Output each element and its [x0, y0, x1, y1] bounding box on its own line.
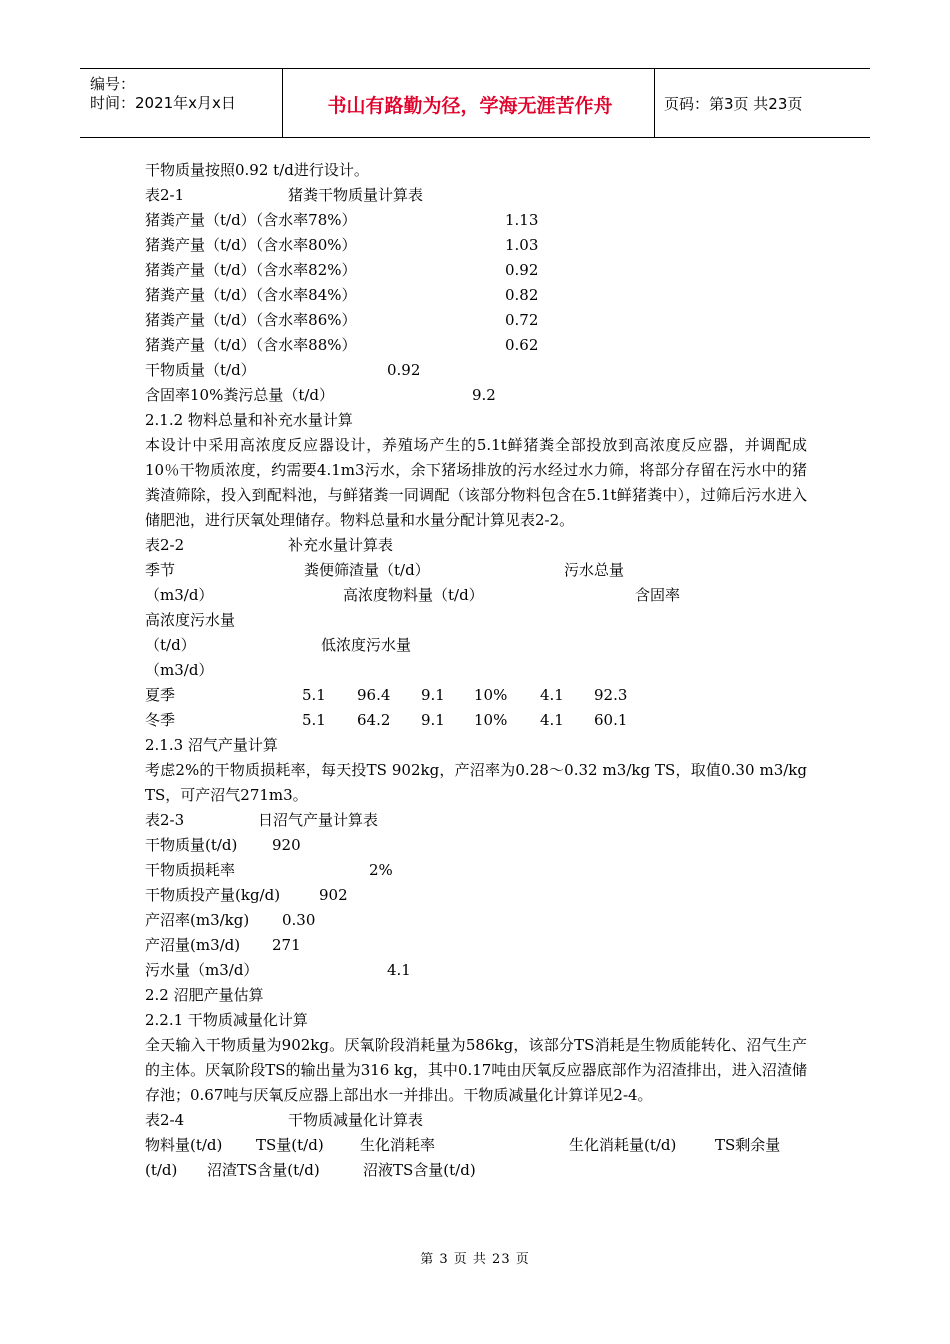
table-header	[145, 658, 807, 683]
heading-text: 2.1.2 物料总量和补充水量计算	[145, 411, 353, 429]
table-cell: 92.3	[594, 686, 628, 704]
column-header: 高浓度污水量	[145, 611, 236, 629]
heading-text: 2.2 沼肥产量估算	[145, 986, 264, 1004]
header-motto: 书山有路勤为径，学海无涯苦作舟	[327, 95, 613, 117]
row-value: 9.2	[472, 386, 496, 404]
row-label: 产沼量(m3/d)	[145, 936, 241, 954]
row-label: 产沼率(m3/kg)	[145, 911, 250, 929]
table-row	[145, 383, 807, 408]
column-header: 物料量(t/d)	[145, 1136, 223, 1154]
table-row	[145, 333, 807, 358]
column-header: TS量(t/d)	[256, 1136, 324, 1154]
row-label: 猪粪产量（t/d）（含水率80%）	[145, 236, 357, 254]
row-value: 0.72	[505, 311, 539, 329]
table-cell: 4.1	[540, 686, 564, 704]
section-heading	[145, 983, 807, 1008]
table-cell: 64.2	[357, 711, 391, 729]
table-row	[145, 933, 807, 958]
table-header	[145, 583, 807, 608]
row-label: 猪粪产量（t/d）（含水率78%）	[145, 211, 357, 229]
section-heading	[145, 1008, 807, 1033]
section-heading	[145, 408, 807, 433]
column-header: 沼液TS含量(t/d)	[363, 1161, 476, 1179]
row-value: 0.92	[387, 361, 421, 379]
column-header: （t/d）	[145, 636, 196, 654]
column-header: (t/d)	[145, 1161, 178, 1179]
column-header: 生化消耗率	[360, 1136, 436, 1154]
table-row	[145, 283, 807, 308]
table-row	[145, 208, 807, 233]
table-row	[145, 258, 807, 283]
table-title: 补充水量计算表	[288, 536, 394, 554]
row-label: 干物质损耗率	[145, 861, 236, 879]
column-header: （m3/d）	[145, 661, 214, 679]
page-header	[80, 68, 870, 138]
table-caption	[145, 1108, 807, 1133]
column-header: 季节	[145, 561, 176, 579]
row-label: 猪粪产量（t/d）（含水率86%）	[145, 311, 357, 329]
page-footer: 第 3 页 共 23 页	[420, 1252, 530, 1267]
table-header	[145, 1158, 807, 1183]
column-header: 污水总量	[564, 561, 625, 579]
table-row	[145, 683, 807, 708]
table-row	[145, 358, 807, 383]
table-number: 表2-3	[145, 811, 185, 829]
column-header: 含固率	[635, 586, 681, 604]
header-divider	[654, 69, 655, 137]
table-cell: 10%	[474, 711, 508, 729]
table-row	[145, 958, 807, 983]
table-caption	[145, 183, 807, 208]
row-label: 猪粪产量（t/d）（含水率84%）	[145, 286, 357, 304]
row-value: 0.92	[505, 261, 539, 279]
row-value: 0.82	[505, 286, 539, 304]
header-divider	[282, 69, 283, 137]
row-value: 0.62	[505, 336, 539, 354]
table-header	[145, 558, 807, 583]
time-label: 时间：2021年x月x日	[90, 94, 236, 112]
table-title: 干物质减量化计算表	[288, 1111, 424, 1129]
table-cell: 96.4	[357, 686, 391, 704]
table-header	[145, 608, 807, 633]
document-body	[145, 158, 807, 1183]
row-label: 干物质投产量(kg/d)	[145, 886, 281, 904]
section-heading	[145, 733, 807, 758]
table-row	[145, 708, 807, 733]
heading-text: 2.2.1 干物质减量化计算	[145, 1011, 308, 1029]
table-header	[145, 1133, 807, 1158]
table-row	[145, 883, 807, 908]
row-label: 猪粪产量（t/d）（含水率88%）	[145, 336, 357, 354]
row-value: 4.1	[387, 961, 411, 979]
row-value: 271	[272, 936, 301, 954]
table-cell: 5.1	[302, 711, 326, 729]
paragraph: 考虑2%的干物质损耗率，每天投TS 902kg，产沼率为0.28～0.32 m3/kg TS，取值0.30 m3/kg TS，可产沼气271m3。	[145, 761, 807, 804]
row-value: 920	[272, 836, 301, 854]
table-title: 日沼气产量计算表	[258, 811, 379, 829]
row-value: 0.30	[282, 911, 316, 929]
paragraph: 全天输入干物质量为902kg。厌氧阶段消耗量为586kg，该部分TS消耗是生物质能转化、沼气生产的主体。厌氧阶段TS的输出量为316 kg，其中0.17吨由厌氧反应器底部作为沼渣排出，进入沼渣储存池；0.67吨与厌氧反应器上部出水一并排出。干物质减量化计算详见2-4。	[145, 1036, 807, 1104]
table-number: 表2-4	[145, 1111, 185, 1129]
table-header	[145, 633, 807, 658]
table-cell: 冬季	[145, 711, 176, 729]
row-label: 污水量（m3/d）	[145, 961, 259, 979]
row-label: 干物质量（t/d）	[145, 361, 256, 379]
row-value: 902	[319, 886, 348, 904]
table-cell: 夏季	[145, 686, 176, 704]
paragraph: 本设计中采用高浓度反应器设计，养殖场产生的5.1t鲜猪粪全部投放到高浓度反应器，并调配成10％干物质浓度，约需要4.1m3污水，余下猪场排放的污水经过水力筛，将部分存留在污水中的猪粪渣筛除，投入到配料池，与鲜猪粪一同调配（该部分物料包含在5.1t鲜猪粪中），过筛后污水进入储肥池，进行厌氧处理储存。物料总量和水量分配计算见表2-2。	[145, 436, 807, 529]
row-value: 1.03	[505, 236, 539, 254]
header-left	[90, 75, 236, 113]
row-value: 1.13	[505, 211, 539, 229]
column-header: 生化消耗量(t/d)	[569, 1136, 677, 1154]
table-number: 表2-1	[145, 186, 185, 204]
table-number: 表2-2	[145, 536, 185, 554]
column-header: TS剩余量	[715, 1136, 781, 1154]
table-cell: 4.1	[540, 711, 564, 729]
column-header: 高浓度物料量（t/d）	[343, 586, 484, 604]
table-caption	[145, 808, 807, 833]
serial-label: 编号：	[90, 75, 136, 93]
column-header: 粪便筛渣量（t/d）	[304, 561, 430, 579]
column-header: （m3/d）	[145, 586, 214, 604]
table-row	[145, 833, 807, 858]
row-label: 猪粪产量（t/d）（含水率82%）	[145, 261, 357, 279]
column-header: 沼渣TS含量(t/d)	[207, 1161, 320, 1179]
table-caption	[145, 533, 807, 558]
table-cell: 9.1	[421, 711, 445, 729]
table-cell: 9.1	[421, 686, 445, 704]
text-span: 干物质量按照0.92 t/d进行设计。	[145, 161, 369, 179]
table-cell: 10%	[474, 686, 508, 704]
table-cell: 60.1	[594, 711, 628, 729]
table-row	[145, 858, 807, 883]
text-line	[145, 158, 807, 183]
table-title: 猪粪干物质量计算表	[288, 186, 424, 204]
table-row	[145, 308, 807, 333]
row-label: 含固率10%粪污总量（t/d）	[145, 386, 335, 404]
row-value: 2%	[369, 861, 393, 879]
table-row	[145, 908, 807, 933]
table-cell: 5.1	[302, 686, 326, 704]
page-info: 页码：第3页 共23页	[664, 95, 803, 113]
table-row	[145, 233, 807, 258]
column-header: 低浓度污水量	[321, 636, 412, 654]
heading-text: 2.1.3 沼气产量计算	[145, 736, 278, 754]
row-label: 干物质量(t/d)	[145, 836, 238, 854]
